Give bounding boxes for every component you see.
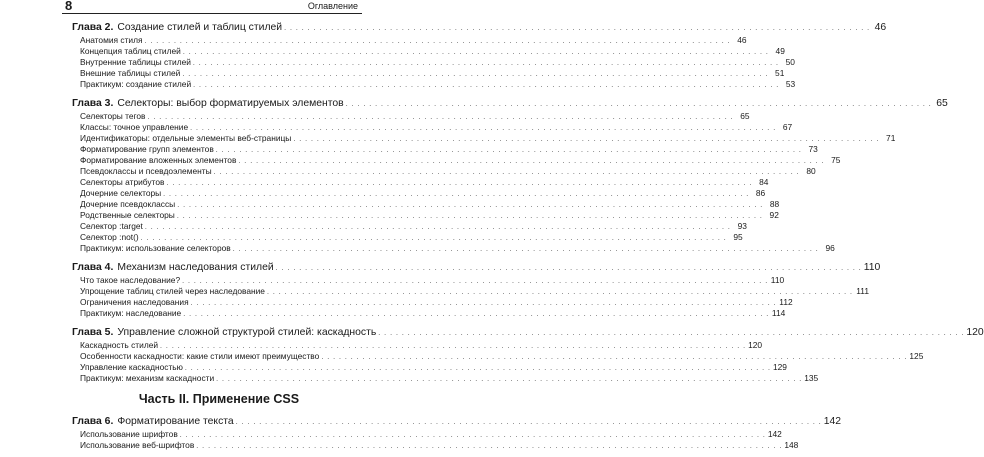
chapter-title: Создание стилей и таблиц стилей xyxy=(117,22,283,33)
entry-page: 96 xyxy=(825,243,835,253)
header-rule xyxy=(62,13,362,14)
chapter-3 xyxy=(72,96,948,254)
leader-dots xyxy=(238,156,824,167)
entry-page: 142 xyxy=(767,429,782,439)
entry-page: 75 xyxy=(831,155,841,165)
leader-dots xyxy=(145,222,731,233)
page-number: 8 xyxy=(65,0,73,13)
leader-dots xyxy=(182,276,768,287)
entry-title: Упрощение таблиц стилей через наследование xyxy=(80,286,265,296)
leader-dots xyxy=(233,244,819,255)
entry-page: 46 xyxy=(737,35,747,45)
toc-entry xyxy=(72,286,869,297)
chapter-label: Глава 3. xyxy=(72,98,114,109)
entry-title: Внутренние таблицы стилей xyxy=(80,57,191,67)
chapter-heading xyxy=(72,96,948,111)
leader-dots xyxy=(193,80,779,91)
toc-entry xyxy=(72,188,766,199)
table-of-contents xyxy=(72,20,984,457)
entry-title: Анатомия стиля xyxy=(80,35,143,45)
toc-entry xyxy=(72,155,841,166)
chapter-label: Глава 6. xyxy=(72,416,114,427)
toc-entry xyxy=(72,373,819,384)
toc-entry xyxy=(72,46,785,57)
toc-entry xyxy=(72,122,793,133)
leader-dots xyxy=(196,441,782,452)
entry-page: 110 xyxy=(770,275,785,285)
toc-entry xyxy=(72,144,818,155)
entry-page: 92 xyxy=(769,210,779,220)
entry-page: 86 xyxy=(755,188,766,198)
toc-entry xyxy=(72,362,787,373)
page-header xyxy=(0,0,420,18)
entry-title: Практикум: использование селекторов xyxy=(80,243,231,253)
chapter-title: Форматирование текста xyxy=(117,416,234,427)
entry-page: 112 xyxy=(779,297,793,307)
leader-dots xyxy=(276,261,862,276)
chapter-heading xyxy=(72,260,881,275)
entry-page: 84 xyxy=(759,177,769,187)
leader-dots xyxy=(177,200,763,211)
leader-dots xyxy=(183,47,769,58)
entry-title: Внешние таблицы стилей xyxy=(80,68,181,78)
toc-entry xyxy=(72,297,793,308)
entry-title: Селекторы атрибутов xyxy=(80,177,165,187)
leader-dots xyxy=(216,374,802,385)
toc-entry xyxy=(72,166,816,177)
entry-title: Каскадность стилей xyxy=(80,340,159,350)
toc-entry xyxy=(72,111,750,122)
entry-title: Использование веб-шрифтов xyxy=(80,440,195,450)
entry-title: Что такое наследование? xyxy=(80,275,181,285)
entry-page: 120 xyxy=(748,340,763,350)
leader-dots xyxy=(177,211,763,222)
entry-title: Псевдоклассы и псевдоэлементы xyxy=(80,166,212,176)
leader-dots xyxy=(185,363,771,374)
toc-entry xyxy=(72,199,780,210)
entry-page: 135 xyxy=(804,373,819,383)
toc-entry xyxy=(72,79,796,90)
leader-dots xyxy=(163,189,749,200)
chapter-6 xyxy=(72,414,842,451)
leader-dots xyxy=(183,309,769,320)
entry-page: 95 xyxy=(733,232,743,242)
entry-page: 71 xyxy=(886,133,896,143)
entry-title: Форматирование вложенных элементов xyxy=(80,155,237,165)
toc-entry xyxy=(72,210,779,221)
entry-page: 49 xyxy=(775,46,785,56)
chapter-2 xyxy=(72,20,887,90)
toc-entry xyxy=(72,340,763,351)
chapter-page: 46 xyxy=(874,22,887,33)
toc-entry xyxy=(72,133,896,144)
toc-entry xyxy=(72,221,747,232)
leader-dots xyxy=(180,430,766,441)
leader-dots xyxy=(191,298,777,309)
chapter-label: Глава 4. xyxy=(72,262,114,273)
toc-entry xyxy=(72,351,924,362)
chapter-5 xyxy=(72,325,984,384)
entry-title: Идентификаторы: отдельные элементы веб-страницы xyxy=(80,133,292,143)
leader-dots xyxy=(216,145,802,156)
entry-title: Форматирование групп элементов xyxy=(80,144,214,154)
toc-entry xyxy=(72,57,795,68)
leader-dots xyxy=(321,352,907,363)
entry-page: 93 xyxy=(737,221,747,231)
entry-title: Управление каскадностью xyxy=(80,362,183,372)
chapter-4 xyxy=(72,260,881,319)
leader-dots xyxy=(293,134,879,145)
toc-entry xyxy=(72,68,785,79)
entry-page: 125 xyxy=(909,351,924,361)
entry-page: 114 xyxy=(771,308,786,318)
toc-entry xyxy=(72,275,785,286)
leader-dots xyxy=(193,58,779,69)
entry-title: Использование шрифтов xyxy=(80,429,178,439)
entry-page: 129 xyxy=(772,362,787,372)
entry-page: 80 xyxy=(806,166,816,176)
chapter-heading xyxy=(72,20,887,35)
toc-entry xyxy=(72,308,786,319)
chapter-page: 142 xyxy=(823,416,842,427)
running-title: Оглавление xyxy=(307,1,358,11)
entry-title: Селекторы тегов xyxy=(80,111,146,121)
entry-title: Родственные селекторы xyxy=(80,210,175,220)
leader-dots xyxy=(182,69,768,80)
leader-dots xyxy=(148,112,734,123)
leader-dots xyxy=(166,178,752,189)
toc-entry xyxy=(72,177,769,188)
entry-title: Особенности каскадности: какие стили имеют преимущество xyxy=(80,351,320,361)
toc-entry xyxy=(72,440,799,451)
entry-page: 67 xyxy=(782,122,793,132)
chapter-page: 110 xyxy=(863,262,881,273)
entry-title: Концепция таблиц стилей xyxy=(80,46,181,56)
leader-dots xyxy=(214,167,800,178)
leader-dots xyxy=(346,97,932,112)
entry-title: Дочерние псевдоклассы xyxy=(80,199,176,209)
entry-title: Практикум: наследование xyxy=(80,308,182,318)
entry-title: Селектор :not() xyxy=(80,232,139,242)
chapter-title: Селекторы: выбор форматируемых элементов xyxy=(117,98,344,109)
entry-page: 51 xyxy=(775,68,785,78)
chapter-heading xyxy=(72,325,984,340)
entry-page: 65 xyxy=(740,111,750,121)
toc-entry xyxy=(72,35,747,46)
entry-title: Практикум: создание стилей xyxy=(80,79,192,89)
chapter-heading xyxy=(72,414,842,429)
leader-dots xyxy=(284,21,870,36)
entry-page: 53 xyxy=(785,79,796,89)
chapter-title: Механизм наследования стилей xyxy=(117,262,274,273)
entry-title: Ограничения наследования xyxy=(80,297,189,307)
leader-dots xyxy=(236,415,822,430)
leader-dots xyxy=(145,36,731,47)
toc-entry xyxy=(72,243,835,254)
chapter-label: Глава 2. xyxy=(72,22,114,33)
entry-page: 50 xyxy=(785,57,795,67)
chapter-page: 120 xyxy=(966,327,984,338)
leader-dots xyxy=(267,287,853,298)
entry-page: 73 xyxy=(808,144,818,154)
toc-entry xyxy=(72,429,782,440)
leader-dots xyxy=(378,326,964,341)
toc-entry xyxy=(72,232,743,243)
chapter-title: Управление сложной структурой стилей: каскадность xyxy=(117,327,377,338)
entry-title: Классы: точное управление xyxy=(80,122,189,132)
entry-page: 148 xyxy=(784,440,799,450)
chapter-label: Глава 5. xyxy=(72,327,114,338)
entry-page: 88 xyxy=(769,199,780,209)
entry-page: 111 xyxy=(856,286,869,296)
part-heading: Часть II. Применение CSS xyxy=(138,392,300,406)
entry-title: Дочерние селекторы xyxy=(80,188,162,198)
entry-title: Селектор :target xyxy=(80,221,143,231)
chapter-page: 65 xyxy=(936,98,948,109)
entry-title: Практикум: механизм каскадности xyxy=(80,373,215,383)
